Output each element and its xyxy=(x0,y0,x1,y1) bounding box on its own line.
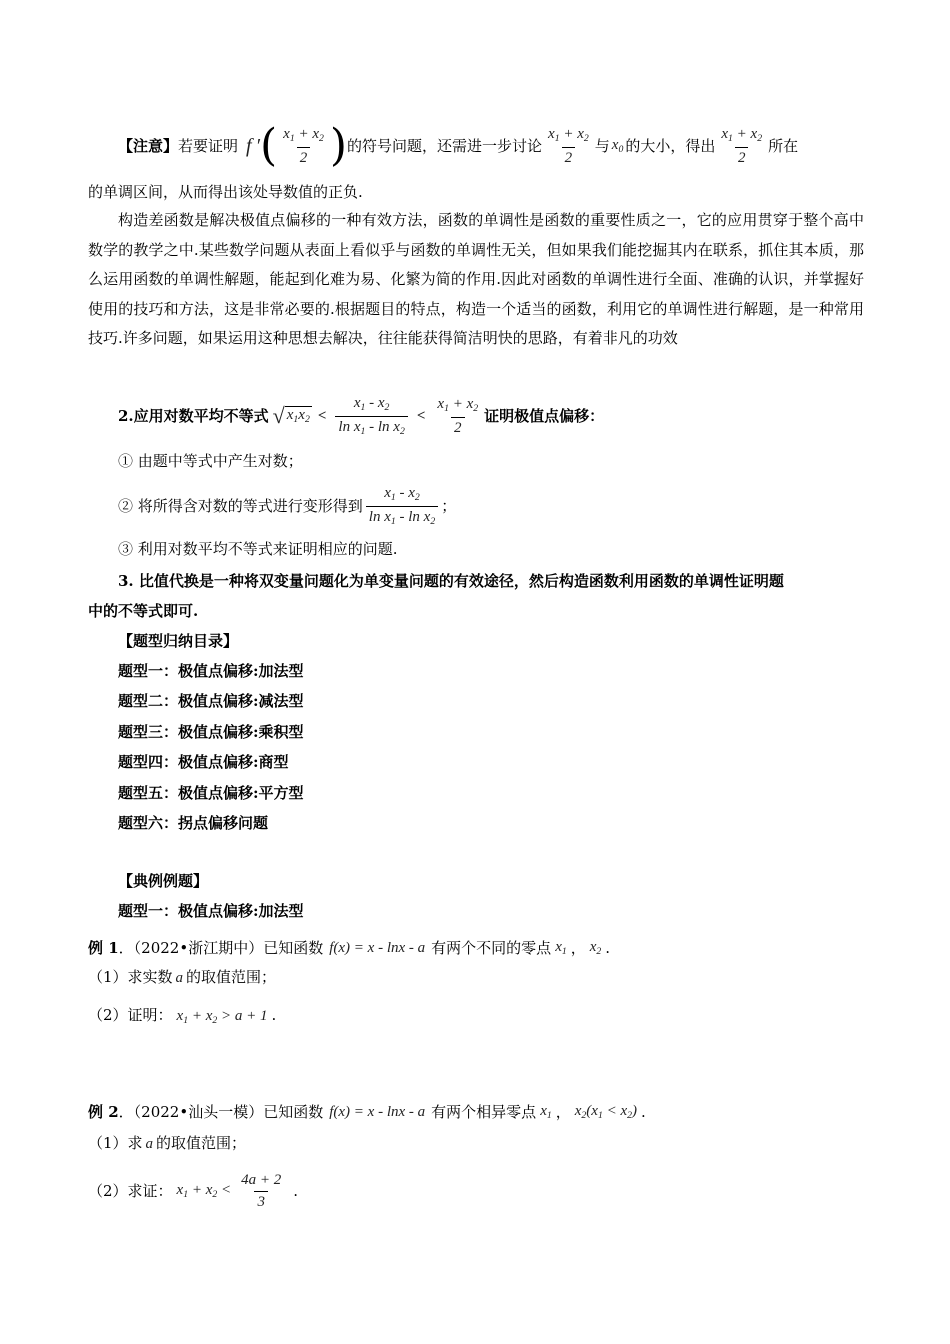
catalog-item: 题型四：极值点偏移:商型 xyxy=(118,753,289,771)
math-x2: $x_2$ xyxy=(589,938,602,957)
example-1-mid: 有两个不同的零点 xyxy=(431,938,552,957)
math-frac-mid: $\frac{x_1 + x_2}{2}$ xyxy=(283,125,324,166)
math-frac-mid-3: $\frac{x_1 + x_2}{2}$ xyxy=(721,125,763,166)
math-f-prime: f ′ xyxy=(246,134,260,157)
note-text-1: 若要证明 xyxy=(178,136,239,155)
math-x2-cond: $x_2(x_1 < x_2)$ xyxy=(574,1102,638,1121)
math-paren-right: ) xyxy=(329,120,348,171)
section-2-lead: 2.应用对数平均不等式 xyxy=(118,406,269,425)
note-tag: 【注意】 xyxy=(118,136,179,155)
example-2-source: ．（2022•汕头一模）已知函数 xyxy=(118,1102,324,1121)
note-text-5: 所在 xyxy=(768,136,799,155)
note-text-2: 的符号问题，还需进一步讨论 xyxy=(347,136,543,155)
catalog-item: 题型六：拐点偏移问题 xyxy=(118,814,269,832)
section-3-line-2: 中的不等式即可. xyxy=(88,602,199,620)
math-lt-2: < xyxy=(416,407,426,424)
example-1-stem xyxy=(88,932,610,964)
examples-type-1: 题型一：极值点偏移:加法型 xyxy=(118,902,304,920)
math-x0: $x_0$ xyxy=(611,136,624,155)
step-3: ③ 利用对数平均不等式来证明相应的问题. xyxy=(118,540,398,558)
catalog-item: 题型五：极值点偏移:平方型 xyxy=(118,784,304,802)
math-arith-mean-frac: $\frac{x_1 + x_2}{2}$ xyxy=(437,395,479,436)
step-2-text: ② 将所得含对数的等式进行变形得到 xyxy=(118,496,363,515)
math-lt-1: < xyxy=(317,407,327,424)
example-1-q2: （2）证明： $x_1 + x_2 > a + 1$ . xyxy=(88,1006,277,1026)
section-3-line-1: 3. 比值代换是一种将双变量问题化为单变量问题的有效途径，然后构造函数利用函数的单调性证明题 xyxy=(118,572,784,590)
example-1-source: ．（2022•浙江期中）已知函数 xyxy=(118,938,324,957)
math-a: a xyxy=(175,970,184,986)
section-2-tail: 证明极值点偏移： xyxy=(484,406,605,425)
section-2-heading xyxy=(118,394,604,438)
intro-paragraph: 构造差函数是解决极值点偏移的一种有效方法，函数的单调性是函数的重要性质之一，它的应用贯穿于整个高中数学的教学之中.某些数学问题从表面上看似乎与函数的单调性无关，但如果我们能挖掘其内在联系，抓住其本质，那么运用函数的单调性解题，能起到化难为易、化繁为简的作用.因此对函数的单调性进行全面、准确的认识，并掌握好使用的技巧和方法，这是非常必要的.根据题目的特点，构造一个适当的函数，利用它的单调性进行解题，是一种常用技巧.许多问题，如果运用这种思想去解决，往往能获得简洁明快的思路，有着非凡的功效 xyxy=(88,211,864,347)
math-paren-left: ( xyxy=(259,120,278,171)
catalog-item: 题型三：极值点偏移:乘积型 xyxy=(118,723,304,741)
step-2-end: ； xyxy=(441,496,457,515)
math-fx-1: f(x) = x - lnx - a xyxy=(329,939,426,956)
math-sqrt-sign: √ xyxy=(272,403,285,429)
example-2-q2: （2）求证： $x_1 + x_2$ < $\frac{4a + 2}{3}$ . xyxy=(88,1172,299,1210)
example-1-end: . xyxy=(605,938,611,957)
math-frac-4a2-3: $\frac{4a + 2}{3}$ xyxy=(241,1172,282,1210)
math-sqrt-x1x2: $x_1x_2$ xyxy=(286,406,310,425)
example-2-mid: 有两个相异零点 xyxy=(431,1102,537,1121)
math-step-2-frac: $\frac{x_1 - x_2}{\ln x_1 - \ln x_2}$ xyxy=(366,485,438,527)
example-2-q1: （1）求 a 的取值范围； xyxy=(88,1134,247,1152)
math-x1: $x_1$ xyxy=(540,1102,552,1121)
catalog-item: 题型二：极值点偏移:减法型 xyxy=(118,692,304,710)
note-text-4: 的大小，得出 xyxy=(625,136,716,155)
math-ineq-1: $x_1 + x_2 > a + 1$ xyxy=(176,1008,268,1026)
example-2-sep: ， xyxy=(555,1102,571,1121)
math-a: a xyxy=(145,1136,154,1152)
math-log-mean-frac: $\frac{x_1 - x_2}{\ln x_1 - \ln x_2}$ xyxy=(335,395,407,437)
example-2-stem xyxy=(88,1096,646,1128)
note-line-2: 的单调区间，从而得出该处导数值的正负. xyxy=(88,183,363,201)
math-fx-2: f(x) = x - lnx - a xyxy=(329,1103,426,1120)
note-text-3: 与 xyxy=(594,136,610,155)
examples-title: 【典例例题】 xyxy=(118,872,209,890)
step-2 xyxy=(118,484,456,528)
example-2-label: 例 2 xyxy=(88,1102,119,1121)
example-2-end: . xyxy=(641,1102,646,1121)
example-1-q1: （1）求实数 a 的取值范围； xyxy=(88,968,277,986)
example-1-sep: ， xyxy=(570,938,586,957)
example-1-label: 例 1 xyxy=(88,938,119,957)
math-ineq-2: $x_1 + x_2$ < xyxy=(176,1181,232,1200)
math-frac-mid-2: $\frac{x_1 + x_2}{2}$ xyxy=(548,125,589,166)
step-1: ① 由题中等式中产生对数； xyxy=(118,452,303,470)
catalog-title: 【题型归纳目录】 xyxy=(118,632,239,650)
catalog-item: 题型一：极值点偏移:加法型 xyxy=(118,662,304,680)
math-x1: $x_1$ xyxy=(555,938,567,957)
note-line xyxy=(118,122,798,170)
